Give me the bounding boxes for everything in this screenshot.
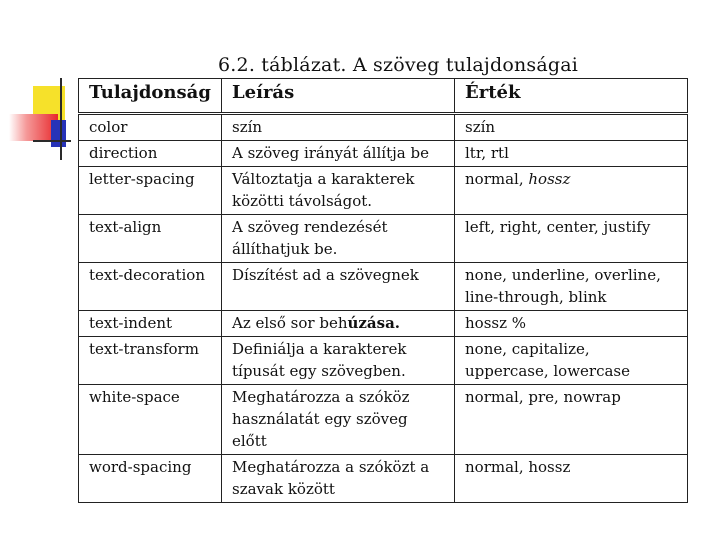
table-row (79, 114, 688, 141)
property-cell: white-space (79, 385, 222, 455)
description-cell: Definiálja a karakterek típusát egy szövegben. (222, 337, 455, 385)
value-text: normal, (465, 170, 529, 188)
table-caption: 6.2. táblázat. A szöveg tulajdonságai (218, 54, 579, 76)
table-row (79, 311, 688, 337)
value-cell: hossz % (455, 311, 688, 337)
table-row (79, 263, 688, 311)
property-cell: letter-spacing (79, 167, 222, 215)
table-row (79, 337, 688, 385)
table-header-row (79, 79, 688, 114)
property-cell: text-align (79, 215, 222, 263)
description-cell: A szöveg rendezését állíthatjuk be. (222, 215, 455, 263)
description-cell: Meghatározza a szóköz használatát egy szöveg előtt (222, 385, 455, 455)
description-text: Az első sor beh (232, 314, 348, 332)
value-cell: szín (455, 114, 688, 141)
value-cell: left, right, center, justify (455, 215, 688, 263)
header-value: Érték (455, 79, 688, 114)
table-row (79, 215, 688, 263)
header-property: Tulajdonság (79, 79, 222, 114)
description-cell: Változtatja a karakterek közötti távolságot. (222, 167, 455, 215)
description-bold-text: úzása. (347, 314, 401, 332)
table-row (79, 385, 688, 455)
logo-blue-square (51, 120, 66, 147)
property-cell: text-indent (79, 311, 222, 337)
description-cell: Meghatározza a szóközt a szavak között (222, 455, 455, 503)
table-row (79, 141, 688, 167)
logo-vertical-line (60, 78, 62, 160)
value-cell: normal, pre, nowrap (455, 385, 688, 455)
description-cell: szín (222, 114, 455, 141)
description-cell: A szöveg irányát állítja be (222, 141, 455, 167)
description-cell (222, 311, 455, 337)
description-cell: Díszítést ad a szövegnek (222, 263, 455, 311)
properties-table (78, 78, 688, 503)
table-row (79, 167, 688, 215)
property-cell: text-transform (79, 337, 222, 385)
logo-horizontal-line (33, 140, 71, 142)
property-cell: color (79, 114, 222, 141)
property-cell: word-spacing (79, 455, 222, 503)
property-cell: direction (79, 141, 222, 167)
header-description: Leírás (222, 79, 455, 114)
value-italic-text: hossz (528, 170, 571, 188)
property-cell: text-decoration (79, 263, 222, 311)
value-cell: none, underline, overline, line-through, blink (455, 263, 688, 311)
table-row (79, 455, 688, 503)
value-cell: none, capitalize, uppercase, lowercase (455, 337, 688, 385)
value-cell (455, 167, 688, 215)
value-cell: normal, hossz (455, 455, 688, 503)
value-cell: ltr, rtl (455, 141, 688, 167)
